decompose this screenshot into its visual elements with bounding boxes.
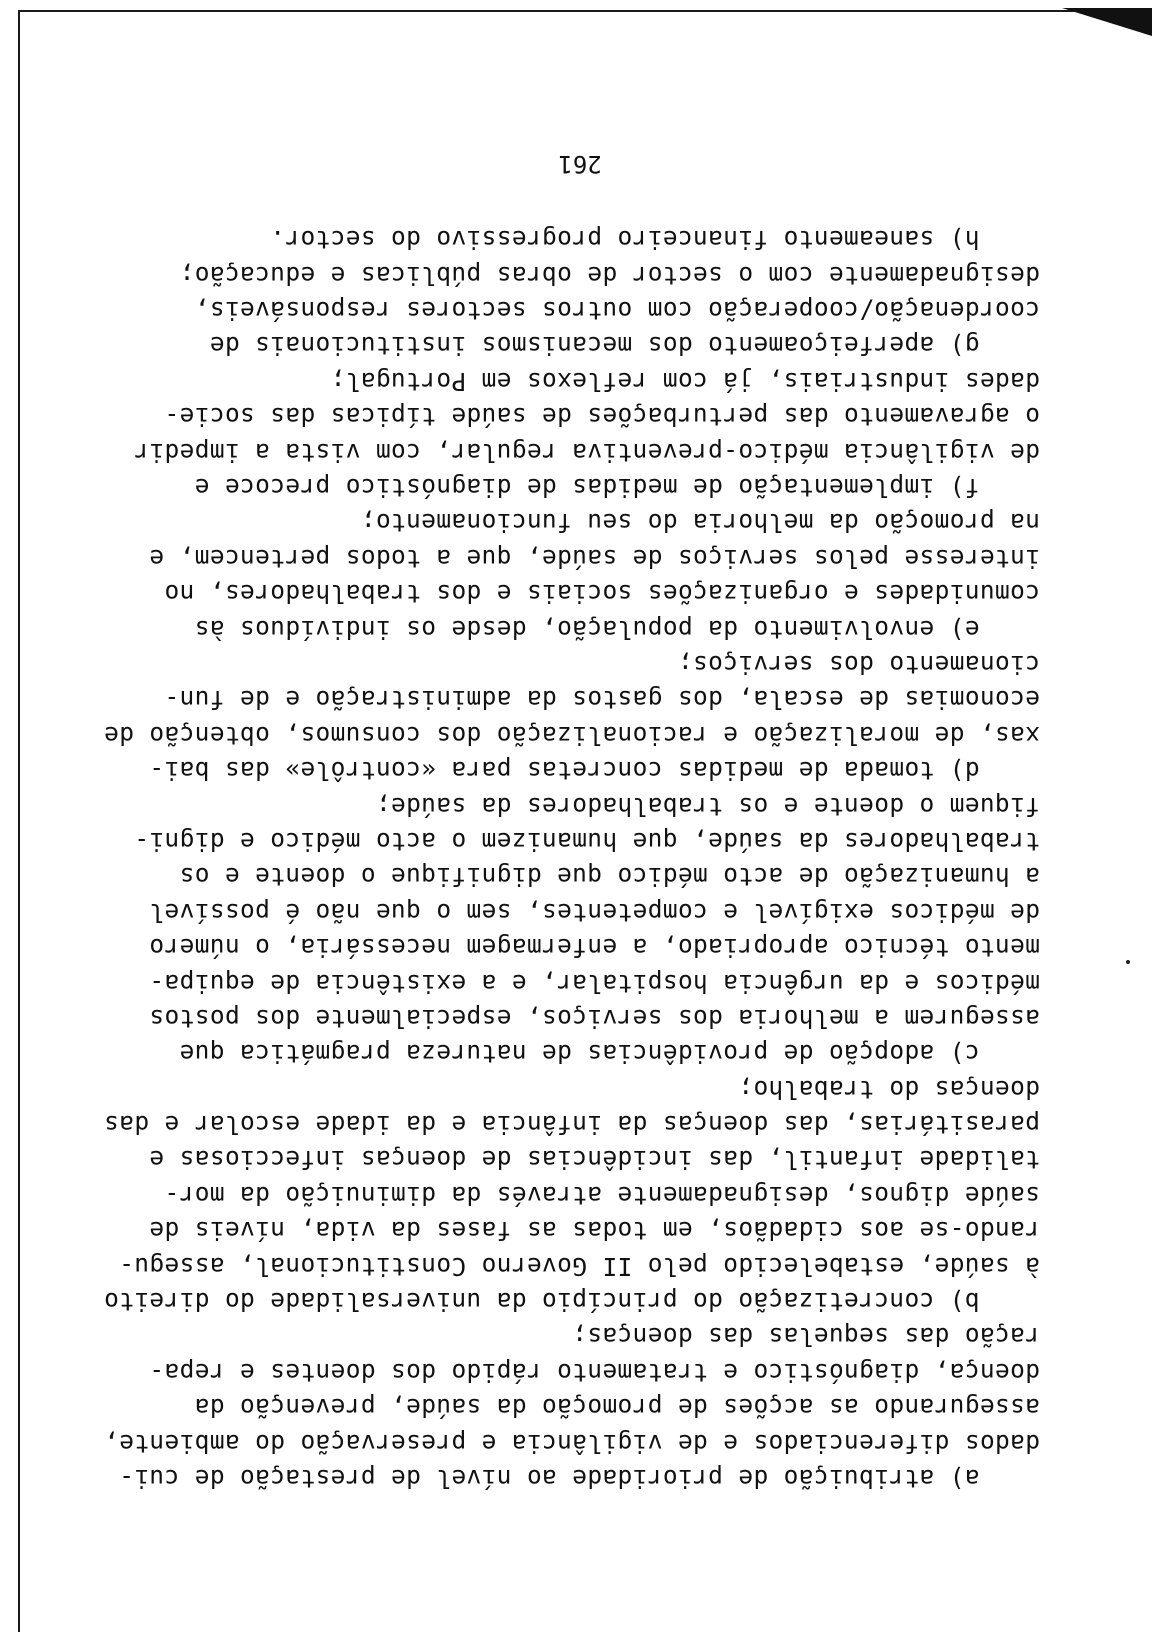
text-line: à saúde, estabelecido pelo II Governo Constitucional, assegu- — [118, 1251, 1040, 1281]
text-line: assegurando as acções de promoção da saúde, prevenção da — [194, 1393, 1040, 1423]
text-line: dados diferenciados e de vigilância e preservação do ambiente, — [103, 1428, 1040, 1458]
text-line: doença, diagnóstico e tratamento rápido dos doentes e repa- — [149, 1357, 1040, 1387]
text-line: talidade infantil, das incidências de doenças infecciosas e — [149, 1145, 1040, 1175]
scan-speck — [1126, 960, 1130, 964]
text-line: médicos e da urgência hospitalar, e a existência de equipa- — [149, 968, 1040, 998]
text-line: na promoção da melhoria do seu funcionamento; — [360, 508, 1040, 538]
text-line: b) concretização do princípio da universalidade do direito — [103, 1287, 1040, 1317]
text-line: de médicos exigível e competentes, sem o que não é possível — [149, 897, 1040, 927]
text-line: de vigilância médico-preventiva regular, com vista a impedir — [133, 437, 1040, 467]
text-line: economias de escala, dos gastos da administração e de fun- — [164, 685, 1040, 715]
text-line: cionamento dos serviços; — [677, 650, 1040, 680]
text-line: saúde dignos, designadamente através da diminuição da mor- — [164, 1180, 1040, 1210]
text-line: rando-se aos cidadãos, em todas as fases da vida, níveis de — [149, 1216, 1040, 1246]
scan-corner-artifact — [1062, 8, 1152, 36]
text-line: mento técnico apropriado, a enfermagem necessária, o número — [149, 933, 1040, 963]
text-line: a humanização de acto médico que dignifique o doente e os — [179, 862, 1040, 892]
text-line: xas, de moralização e racionalização dos consumos, obtenção de — [103, 720, 1040, 750]
text-line: coordenação/cooperação com outros sectores responsáveis, — [194, 296, 1040, 326]
text-line: h) saneamento financeiro progressivo do sector. — [269, 225, 1040, 255]
text-line: trabalhadores da saúde, que humanizem o acto médico e digni- — [133, 826, 1040, 856]
text-line: designadamente com o sector de obras públicas e educação; — [179, 260, 1040, 290]
text-line: assegurem a melhoria dos serviços, especialmente dos postos — [149, 1003, 1040, 1033]
text-line: interesse pelos serviços de saúde, que a todos pertencem, e — [149, 543, 1040, 573]
text-line: ração das sequelas das doenças; — [571, 1322, 1040, 1352]
text-line: doenças do trabalho; — [737, 1074, 1040, 1104]
text-line: o agravamento das perturbações de saúde típicas das socie- — [164, 402, 1040, 432]
page-number: 261 — [558, 150, 602, 178]
text-line: e) envolvimento da população, desde os indivíduos às — [194, 614, 1040, 644]
text-line: g) aperfeiçoamento dos mecanismos institucionais de — [209, 331, 1040, 361]
text-line: d) tomada de medidas concretas para «contrôle» das bai- — [149, 756, 1040, 786]
text-line: comunidades e organizações sociais e dos trabalhadores, no — [164, 579, 1040, 609]
text-line: a) atribuição de prioridade ao nível de prestação de cui- — [118, 1464, 1040, 1493]
text-line: c) adopção de providências de natureza pragmática que — [179, 1039, 1040, 1069]
text-line: dades industriais, já com reflexos em Portugal; — [330, 366, 1040, 396]
rotated-page-content — [103, 126, 1040, 1496]
text-line: parasitárias, das doenças da infância e da idade escolar e das — [103, 1110, 1040, 1140]
text-line: fiquem o doente e os trabalhadores da saúde; — [375, 791, 1040, 821]
text-line: f) implementação de medidas de diagnóstico precoce e — [194, 473, 1040, 503]
page-border-left — [18, 10, 20, 1632]
page-border-top — [18, 10, 1152, 12]
body-text — [103, 222, 1040, 1496]
